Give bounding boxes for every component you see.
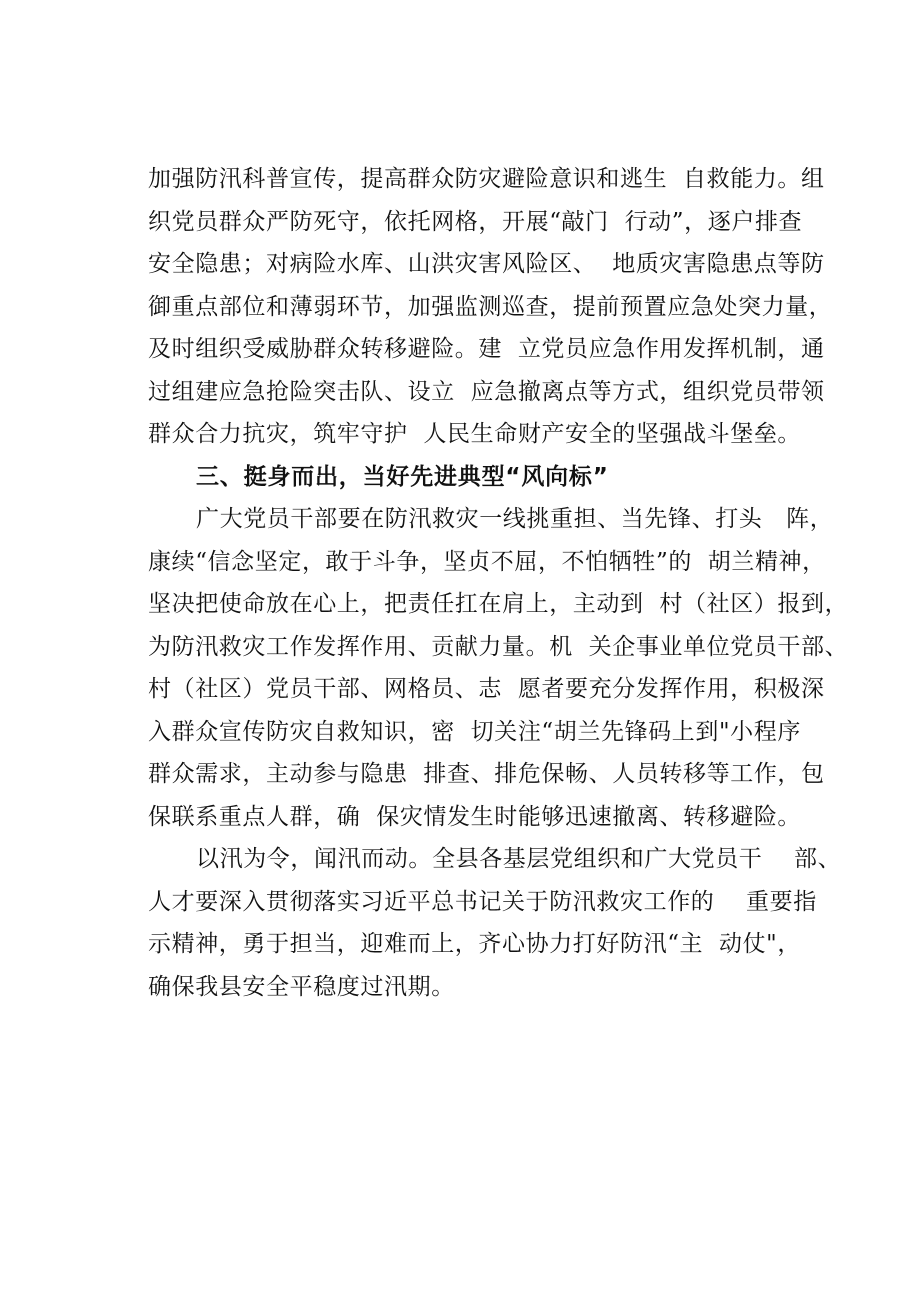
text-line: 坚决把使命放在心上，把责任扛在肩上，主动到 村（社区）报到，	[148, 591, 849, 617]
text-line: 加强防汛科普宣传，提高群众防灾避险意识和逃生 自救能力。组	[148, 166, 825, 192]
paragraph-flood-prevention-measures	[148, 158, 833, 456]
section-heading-three: 三、挺身而出，当好先进典型“风向标”	[196, 463, 609, 490]
text-line: 广大党员干部要在防汛救灾一线挑重担、当先锋、打头 阵，	[196, 506, 834, 532]
text-line: 安全隐患；对病险水库、山洪灾害风险区、 地质灾害隐患点等防	[148, 251, 825, 277]
paragraph-party-members-role	[148, 498, 849, 838]
text-line: 人才要深入贯彻落实习近平总书记关于防汛救灾工作的 重要指	[148, 888, 817, 915]
text-line: 御重点部位和薄弱环节，加强监测巡查，提前预置应急处突力量，	[148, 293, 833, 320]
text-line: 村（社区）党员干部、网格员、志 愿者要充分发挥作用，积极深	[148, 676, 825, 702]
text-line: 过组建应急抢险突击队、设立 应急撤离点等方式，组织党员带领	[148, 378, 825, 405]
text-line: 群众需求，主动参与隐患 排查、排危保畅、人员转移等工作，包	[148, 761, 825, 787]
text-line: 群众合力抗灾，筑牢守护 人民生命财产安全的坚强战斗堡垒。	[148, 421, 802, 447]
text-line: 入群众宣传防灾自救知识，密 切关注“胡兰先锋码上到"小程序	[148, 718, 801, 745]
document-body	[148, 158, 849, 1008]
text-line: 为防汛救灾工作发挥作用、贡献力量。机 关企事业单位党员干部、	[148, 633, 849, 660]
paragraph-conclusion	[148, 838, 842, 1008]
text-line: 康续“信念坚定，敢于斗争，坚贞不屈，不怕牺牲”的 胡兰精神，	[148, 548, 826, 575]
text-line: 保联系重点人群，确 保灾情发生时能够迅速撤离、转移避险。	[148, 803, 802, 830]
text-line: 以汛为令，闻汛而动。全县各基层党组织和广大党员干 部、	[196, 846, 842, 872]
text-line: 织党员群众严防死守，依托网格，开展“敲门 行动”，逐户排查	[148, 208, 803, 235]
text-line: 及时组织受威胁群众转移避险。建 立党员应急作用发挥机制，通	[148, 336, 825, 362]
text-line: 确保我县安全平稳度过汛期。	[148, 973, 455, 1000]
text-line: 示精神，勇于担当，迎难而上，齐心协力打好防汛“主 动仗"，	[148, 931, 801, 957]
